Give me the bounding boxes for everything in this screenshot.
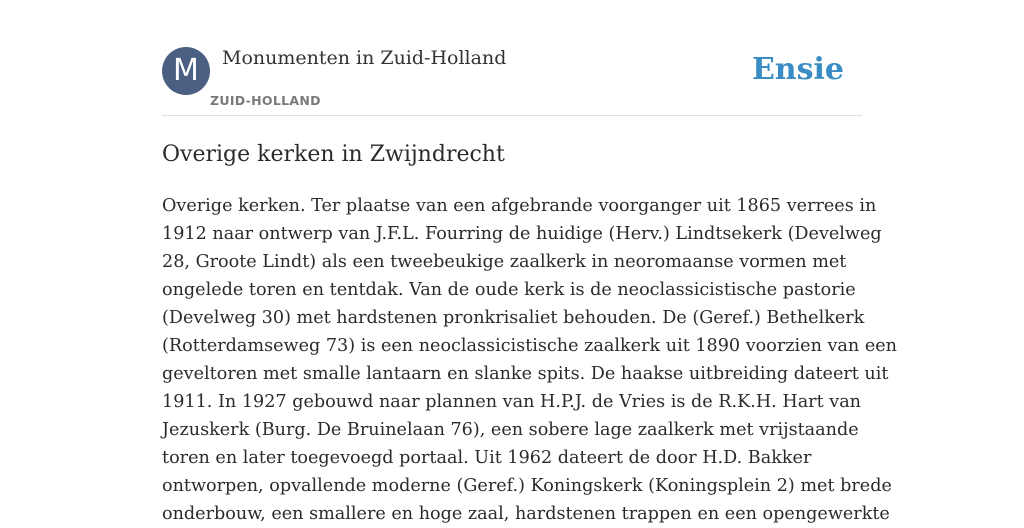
- avatar[interactable]: M: [162, 47, 210, 95]
- article-body: [162, 192, 897, 528]
- header: [162, 46, 862, 116]
- article-body-line: toren en later toegevoegd portaal. Uit 1962 dateert de door H.D. Bakker: [162, 448, 812, 468]
- article-body-line: Overige kerken. Ter plaatse van een afgebrande voorganger uit 1865 verrees in: [162, 196, 877, 216]
- article-body-line: (Rotterdamseweg 73) is een neoclassicistische zaalkerk uit 1890 voorzien van een: [162, 336, 897, 356]
- article-body-line: 28, Groote Lindt) als een tweebeukige zaalkerk in neoromaanse vormen met: [162, 252, 847, 272]
- article-body-line: Jezuskerk (Burg. De Bruinelaan 76), een sobere lage zaalkerk met vrijstaande: [162, 420, 859, 440]
- article-body-line: 1911. In 1927 gebouwd naar plannen van H.P.J. de Vries is de R.K.H. Hart van: [162, 392, 862, 412]
- ensie-logo[interactable]: Ensie: [751, 52, 844, 87]
- article-body-line: ontworpen, opvallende moderne (Geref.) Koningskerk (Koningsplein 2) met brede: [162, 476, 892, 496]
- article-body-line: 1912 naar ontwerp van J.F.L. Fourring de huidige (Herv.) Lindtsekerk (Develweg: [162, 224, 882, 244]
- header-divider: [162, 115, 862, 116]
- article-body-line: ongelede toren en tentdak. Van de oude kerk is de neoclassicistische pastorie: [162, 280, 856, 300]
- article-body-line: onderbouw, een smallere en hoge zaal, hardstenen trappen en een opengewerkte: [162, 504, 890, 524]
- category-label[interactable]: ZUID-HOLLAND: [210, 93, 321, 108]
- article-body-line: (Develweg 30) met hardstenen pronkrisaliet behouden. De (Geref.) Bethelkerk: [162, 308, 865, 328]
- article-body-line: geveltoren met smalle lantaarn en slanke spits. De haakse uitbreiding dateert uit: [162, 364, 889, 384]
- site-title[interactable]: Monumenten in Zuid-Holland: [222, 47, 507, 69]
- article-title: Overige kerken in Zwijndrecht: [162, 142, 505, 167]
